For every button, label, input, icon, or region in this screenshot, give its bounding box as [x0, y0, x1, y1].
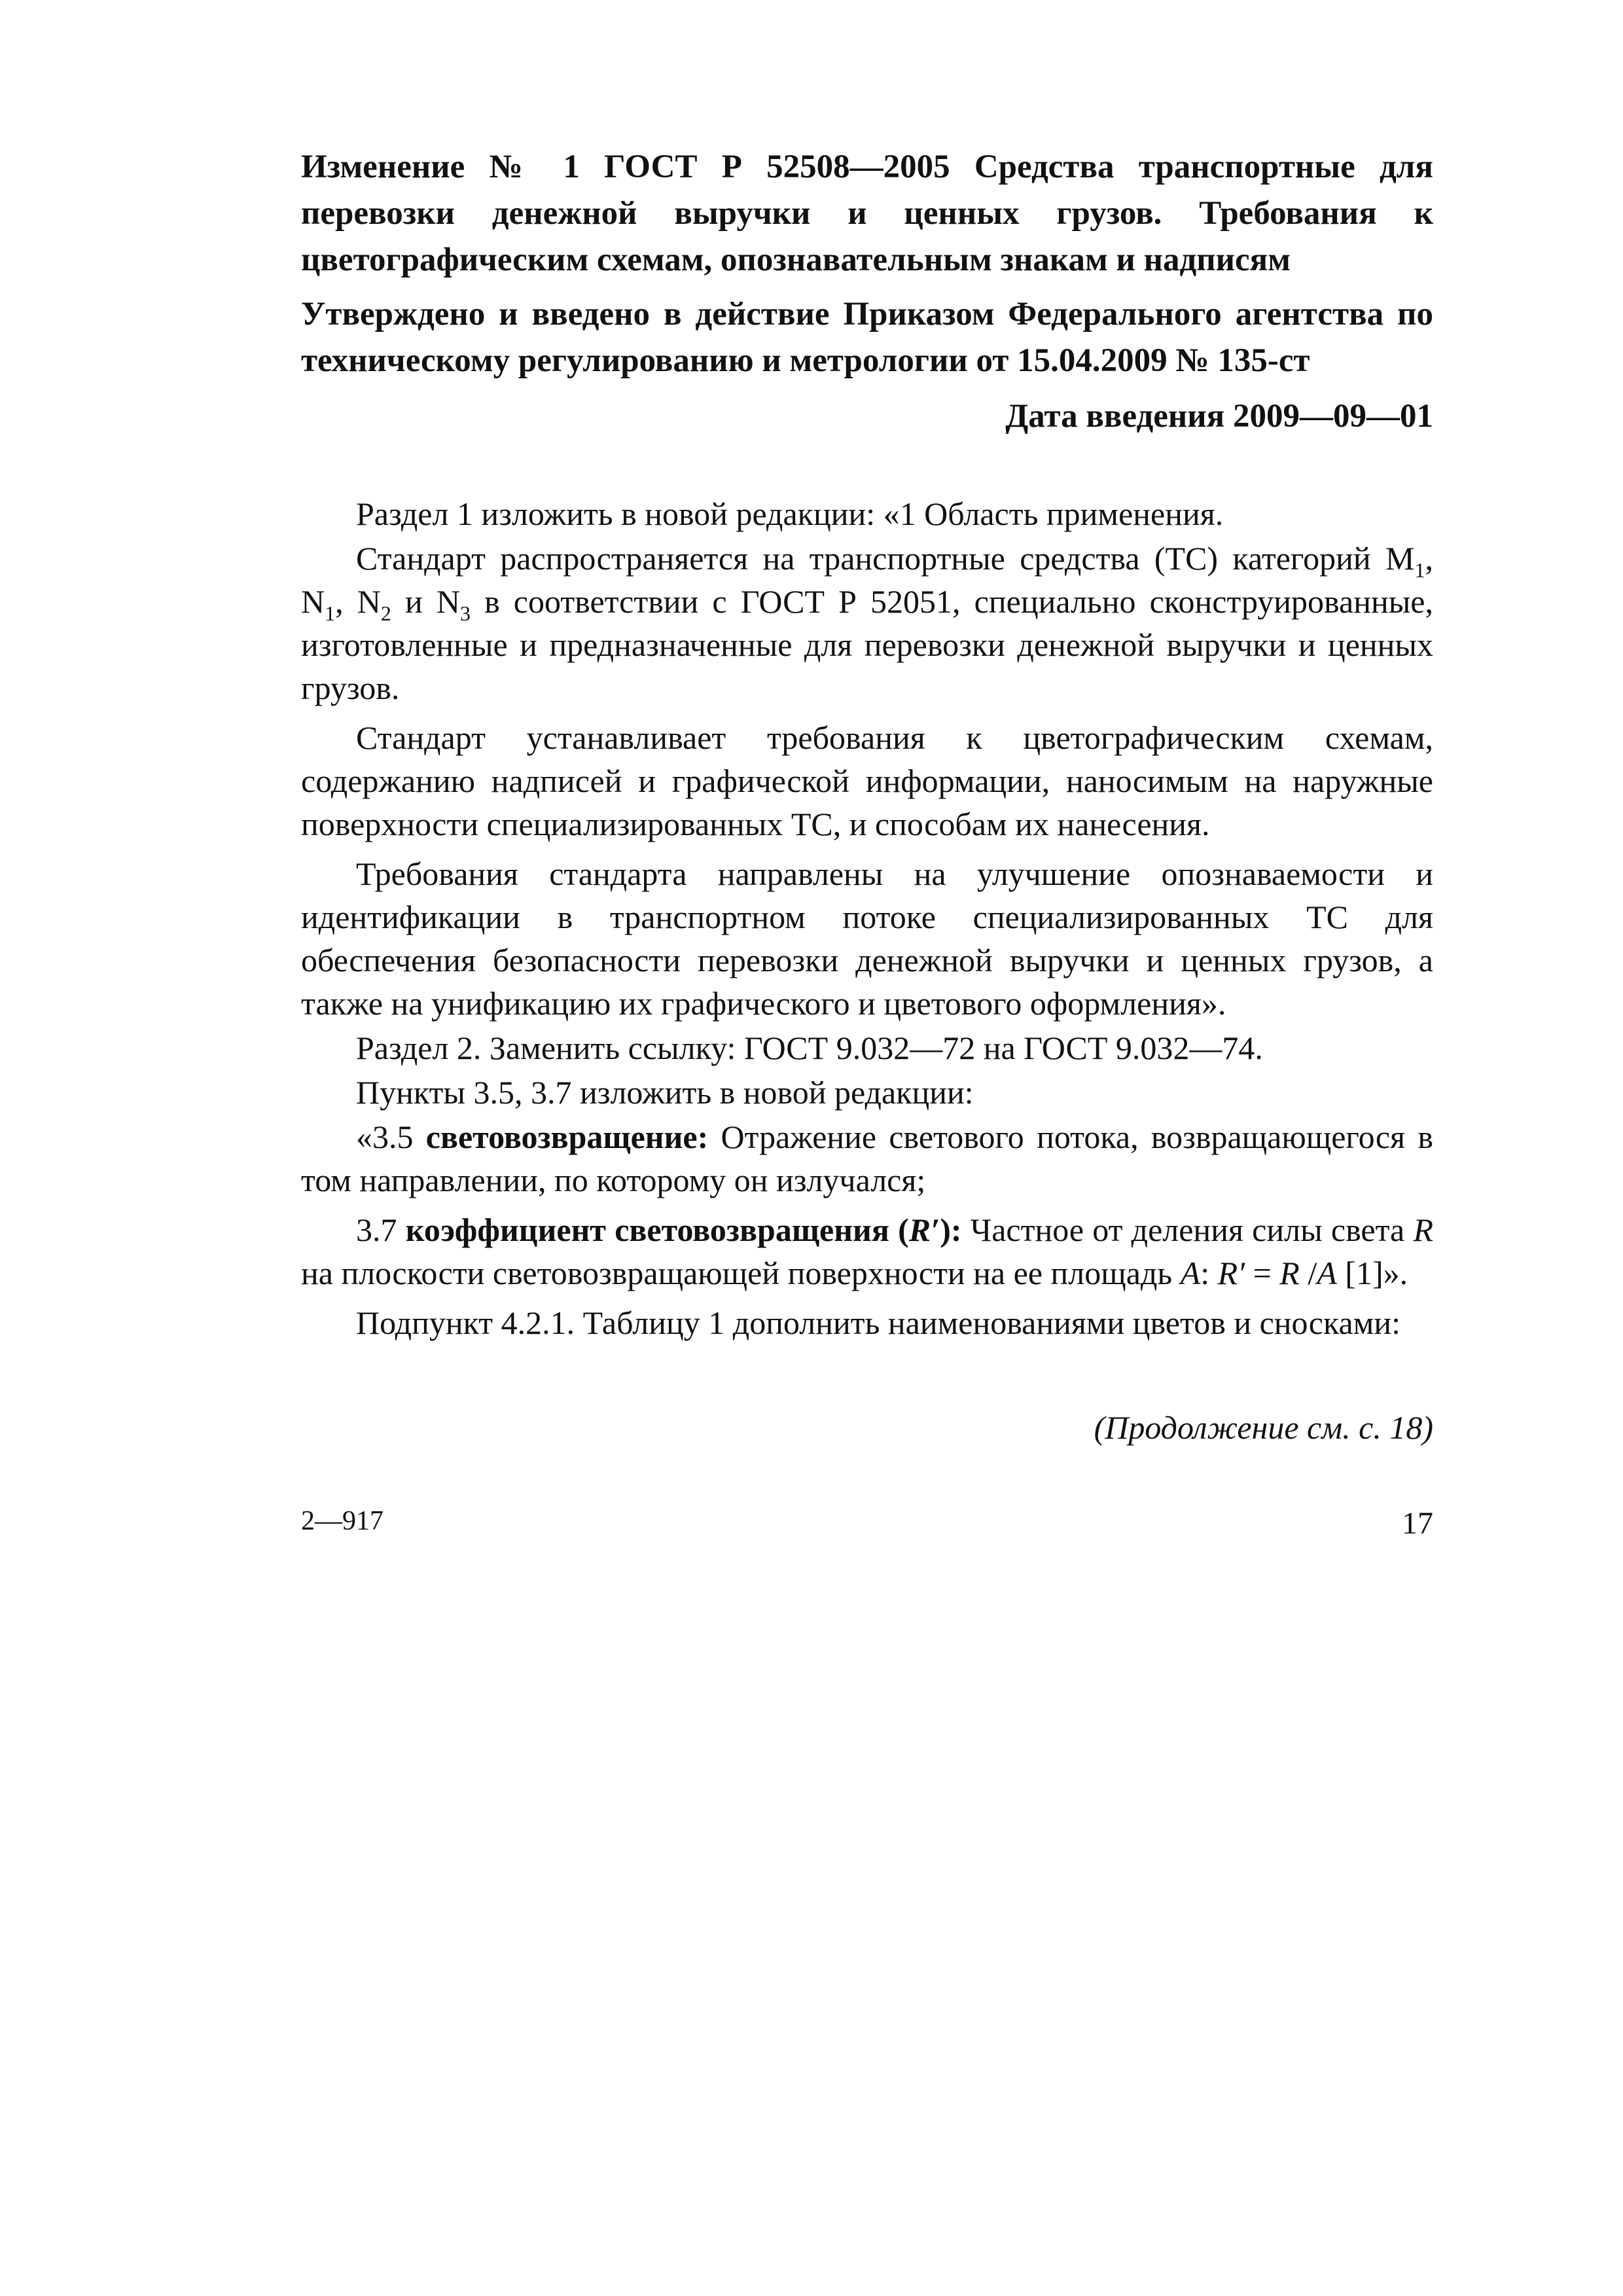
page-footer	[301, 1505, 1433, 1551]
definition-3-7: 3.7 коэффициент световозвращения (R′): Частное от деления силы света R на плоскости световозвращающей поверхности на ее площадь A: R′ = R /A [1]».	[301, 1211, 1434, 1291]
paragraph-purpose: Требования стандарта направлены на улучшение опознаваемости и идентификации в транспортном потоке специализированных ТС для обеспечения безопасности перевозки денежной выручки и ценных грузов, а также на унификацию их графического и цветового оформления».	[301, 855, 1433, 1022]
paragraph-section-1: Раздел 1 изложить в новой редакции: «1 Область применения.	[356, 495, 1224, 532]
effective-date: Дата введения 2009—09—01	[1005, 398, 1433, 435]
paragraph-section-2: Раздел 2. Заменить ссылку: ГОСТ 9.032—72 на ГОСТ 9.032—74.	[356, 1030, 1263, 1066]
paragraph-requirements: Стандарт устанавливает требования к цветографическим схемам, содержанию надписей и графической информации, наносимым на наружные поверхности специализированных ТС, и способам их нанесения.	[301, 719, 1433, 842]
term-coefficient: коэффициент световозвращения (R′):	[405, 1211, 962, 1248]
amendment-title: Изменение № 1 ГОСТ Р 52508—2005 Средства транспортные для перевозки денежной выручки и ценных грузов. Требования к цветографическим схемам, опознавательным знакам и надписям	[301, 149, 1433, 278]
approval-statement: Утверждено и введено в действие Приказом Федерального агентства по техническому регулированию и метрологии от 15.04.2009 № 135-ст	[301, 296, 1433, 379]
page-number: 17	[1402, 1506, 1433, 1541]
paragraph-points: Пункты 3.5, 3.7 изложить в новой редакции:	[356, 1074, 974, 1111]
definition-3-5: «3.5 световозвращение: Отражение светового потока, возвращающегося в том направлении, по которому он излучался;	[301, 1119, 1433, 1198]
print-code: 2—917	[301, 1506, 383, 1536]
paragraph-scope: Стандарт распространяется на транспортные средства (ТС) категорий $М_1$, $N_1$, $N_2$ и $N_3$ в соответствии с ГОСТ Р 52051, специально сконструированные, изготовленные и предназначенные для перевозки денежной выручки и ценных грузов.	[301, 540, 1433, 706]
document-page	[301, 144, 1433, 1449]
document-body	[301, 492, 1433, 1344]
paragraph-table-1: Подпункт 4.2.1. Таблицу 1 дополнить наименованиями цветов и сносками:	[356, 1304, 1400, 1341]
term-retroreflection: световозвращение:	[425, 1119, 709, 1155]
continuation-note: (Продолжение см. с. 18)	[1094, 1409, 1433, 1446]
